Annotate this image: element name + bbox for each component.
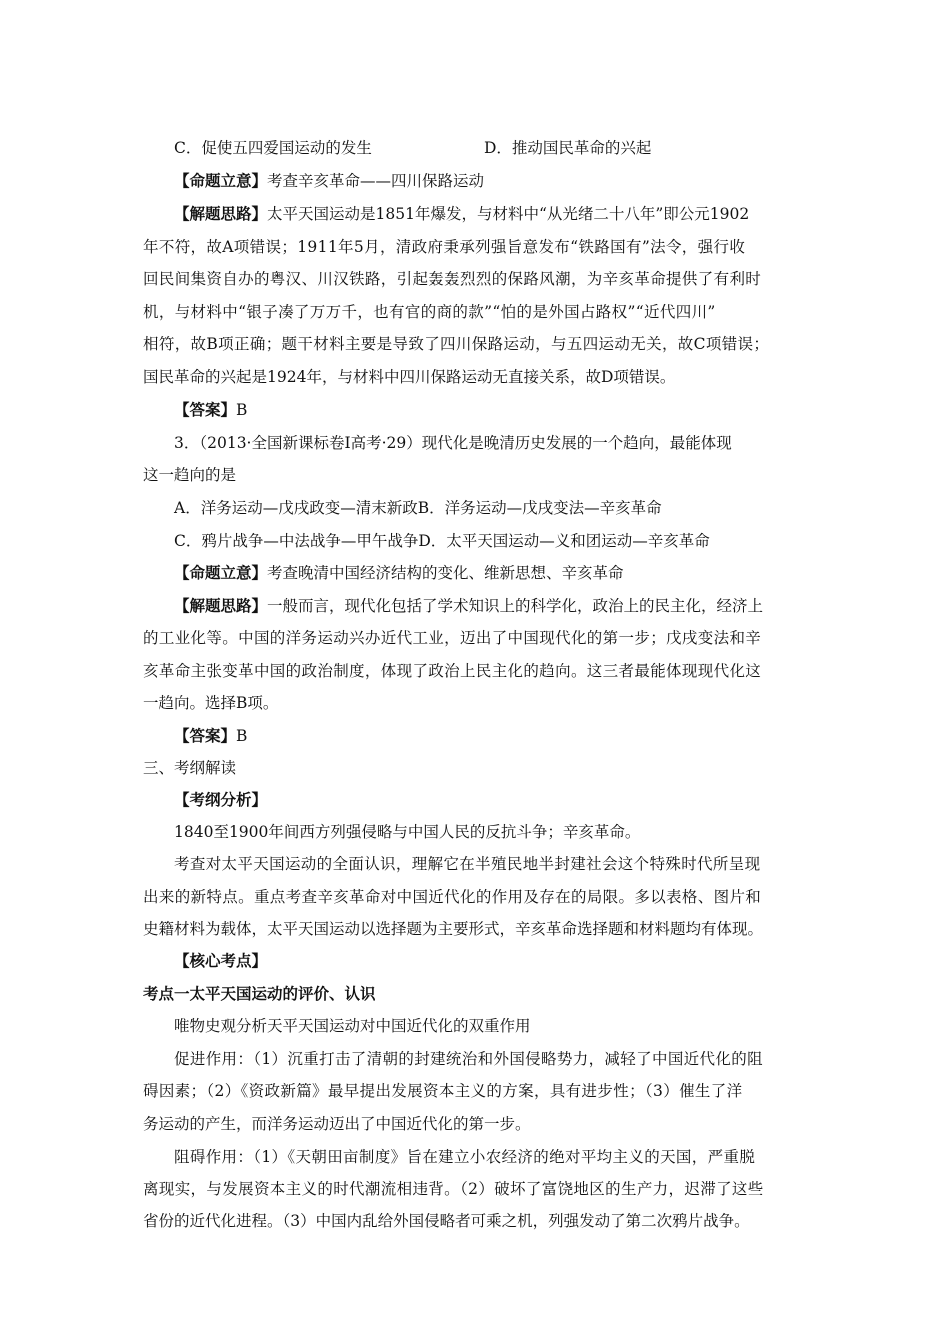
q3-intent — [174, 562, 624, 584]
promote-line: 务运动的产生，而洋务运动迈出了中国近代化的第一步。 — [143, 1115, 531, 1133]
q2-reasoning-line: 机，与材料中“银子凑了万万千，也有官的商的款”“怕的是外国占路权”“近代四川” — [143, 303, 716, 321]
q3-options-cd: C．鸦片战争—中法战争—甲午战争D．太平天国运动—义和团运动—辛亥革命 — [174, 532, 710, 550]
hinder-line: 离现实，与发展资本主义的时代潮流相违背。（2）破坏了富饶地区的生产力，迟滞了这些 — [143, 1180, 764, 1198]
reasoning-text: 一般而言，现代化包括了学术知识上的科学化，政治上的民主化，经济上 — [267, 597, 764, 615]
q2-answer — [174, 399, 247, 421]
q2-intent — [174, 170, 484, 192]
q3-reasoning-line: 亥革命主张变革中国的政治制度，体现了政治上民主化的趋向。这三者最能体现现代化这 — [143, 662, 762, 680]
q3-reasoning-line: 的工业化等。中国的洋务运动兴办近代工业，迈出了中国现代化的第一步；戊戌变法和辛 — [143, 629, 762, 647]
answer-value: B — [236, 401, 248, 419]
q3-stem-line: 这一趋向的是 — [143, 466, 237, 484]
analysis-paragraph-1: 1840至1900年间西方列强侵略与中国人民的反抗斗争；辛亥革命。 — [174, 823, 641, 841]
hinder-line: 阻碍作用：（1）《天朝田亩制度》旨在建立小农经济的绝对平均主义的天国，严重脱 — [174, 1148, 756, 1166]
promote-line: 促进作用：（1）沉重打击了清朝的封建统治和外国侵略势力，减轻了中国近代化的阻 — [174, 1050, 763, 1068]
q2-reasoning-line: 回民间集资自办的粤汉、川汉铁路，引起轰轰烈烈的保路风潮，为辛亥革命提供了有利时 — [143, 270, 762, 288]
q3-reasoning-line: 一趋向。选择B项。 — [143, 694, 279, 712]
hinder-line: 省份的近代化进程。（3）中国内乱给外国侵略者可乘之机，列强发动了第二次鸦片战争。 — [143, 1212, 750, 1230]
promote-line: 碍因素；（2）《资政新篇》最早提出发展资本主义的方案，具有进步性；（3）催生了洋 — [143, 1082, 743, 1100]
q2-reasoning-line — [174, 203, 749, 225]
intent-text: 考查辛亥革命——四川保路运动 — [267, 172, 485, 190]
analysis-paragraph-line: 考查对太平天国运动的全面认识，理解它在半殖民地半封建社会这个特殊时代所呈现 — [174, 855, 761, 873]
section-heading: 三、考纲解读 — [143, 759, 237, 777]
q3-reasoning-line — [174, 595, 763, 617]
point1-intro: 唯物史观分析天平天国运动对中国近代化的双重作用 — [174, 1017, 531, 1035]
intent-label: 【命题立意】 — [174, 171, 268, 190]
reasoning-label: 【解题思路】 — [174, 596, 268, 615]
q2-reasoning-line: 相符，故B项正确；题干材料主要是导致了四川保路运动，与五四运动无关，故C项错误； — [143, 335, 770, 353]
analysis-paragraph-line: 史籍材料为载体，太平天国运动以选择题为主要形式，辛亥革命选择题和材料题均有体现。 — [143, 920, 764, 938]
reasoning-text: 太平天国运动是1851年爆发，与材料中“从光绪二十八年”即公元1902 — [267, 205, 750, 223]
q2-reasoning-line: 国民革命的兴起是1924年，与材料中四川保路运动无直接关系，故D项错误。 — [143, 368, 676, 386]
reasoning-label: 【解题思路】 — [174, 204, 268, 223]
core-points-label: 【核心考点】 — [174, 951, 268, 970]
q3-answer — [174, 725, 247, 747]
analysis-label: 【考纲分析】 — [174, 790, 268, 809]
q2-option-c: C．促使五四爱国运动的发生 — [174, 139, 372, 157]
intent-label: 【命题立意】 — [174, 563, 268, 582]
analysis-paragraph-line: 出来的新特点。重点考查辛亥革命对中国近代化的作用及存在的局限。多以表格、图片和 — [143, 888, 762, 906]
q2-reasoning-line: 年不符，故A项错误；1911年5月，清政府秉承列强旨意发布“铁路国有”法令，强行收 — [143, 238, 746, 256]
answer-label: 【答案】 — [174, 400, 237, 419]
answer-label: 【答案】 — [174, 726, 237, 745]
q3-options-ab: A．洋务运动—戊戌政变—清末新政B．洋务运动—戊戌变法—辛亥革命 — [174, 499, 662, 517]
q2-option-d: D．推动国民革命的兴起 — [484, 139, 652, 157]
point1-title: 考点一太平天国运动的评价、认识 — [143, 984, 376, 1003]
answer-value: B — [236, 727, 248, 745]
intent-text: 考查晚清中国经济结构的变化、维新思想、辛亥革命 — [267, 564, 624, 582]
q3-stem-line: 3．（2013·全国新课标卷Ⅰ高考·29）现代化是晚清历史发展的一个趋向，最能体现 — [174, 434, 732, 452]
